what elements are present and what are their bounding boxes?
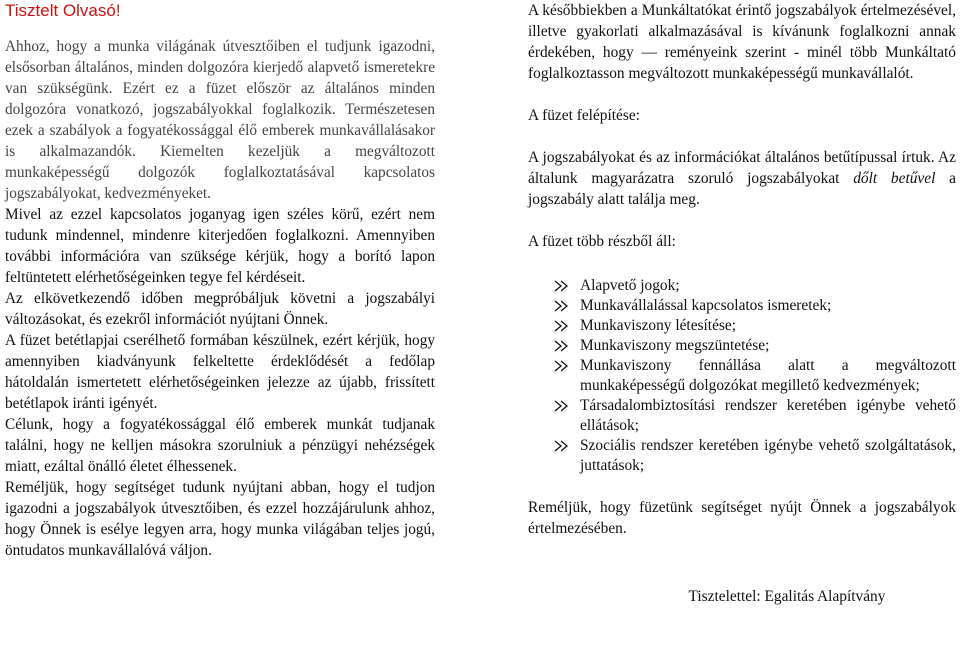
- list-item: [528, 276, 956, 296]
- left-column: [5, 0, 435, 561]
- paragraph-updates: Az elkövetkezendő időben megpróbáljuk követni a jogszabályi változásokat, és ezekről információt nyújtani Önnek.: [5, 290, 435, 328]
- structure-text-italic: dőlt betűvel: [853, 170, 936, 187]
- greeting: Tisztelt Olvasó!: [5, 1, 121, 20]
- list-item: [528, 316, 956, 336]
- chevron-arrow-icon: [554, 300, 568, 312]
- list-item: [528, 336, 956, 356]
- list-item: [528, 296, 956, 316]
- right-column: [528, 0, 956, 607]
- list-item: [528, 356, 956, 396]
- structure-text: [528, 147, 956, 210]
- paragraph-employers: A későbbiekben a Munkáltatókat érintő jogszabályok értelmezésével, illetve gyakorlati alkalmazásával is kívánunk foglalkozni annak érdekében, hogy — reményeink szerint - minél több Munkáltató foglalkoztasson megváltozott munkaképességű munkavállalót.: [528, 2, 956, 82]
- chevron-arrow-icon: [554, 340, 568, 352]
- list-item: [528, 436, 956, 476]
- paragraph-intro: Ahhoz, hogy a munka világának útvesztőiben el tudjunk igazodni, elsősorban általános, minden dolgozóra kierjedő alapvető ismeretekre van szükségünk. Ezért ez a füzet először az általános minden dolgozóra vonatkozó, jogszabályokkal foglalkozik. Természetesen ezek a szabályok a fogyatékossággal élő emberek munkavállalásakor is alkalmazandók. Kiemelten kezeljük a megváltozott munkaképességű dolgozók foglalkoztatásával kapcsolatos jogszabályokat, kedvezményeket.: [5, 38, 435, 202]
- list-item-text: Munkaviszony létesítése;: [580, 317, 737, 334]
- list-item-text: Munkavállalással kapcsolatos ismeretek;: [580, 297, 832, 314]
- list-item-text: Munkaviszony fennállása alatt a megváltozott munkaképességű dolgozókat megillető kedvezmények;: [580, 357, 956, 394]
- chevron-arrow-icon: [554, 440, 568, 452]
- closing-paragraph: Reméljük, hogy füzetünk segítséget nyújt Önnek a jogszabályok értelmezésében.: [528, 499, 956, 537]
- list-item-text: Társadalombiztosítási rendszer keretében igénybe vehető ellátások;: [580, 397, 956, 434]
- structure-text-part2: a jogszabály alatt találja meg.: [528, 170, 956, 208]
- chevron-arrow-icon: [554, 360, 568, 372]
- signature: Tisztelettel: Egalitás Alapítvány: [688, 588, 886, 605]
- chevron-arrow-icon: [554, 280, 568, 292]
- chevron-arrow-icon: [554, 320, 568, 332]
- list-item-text: Szociális rendszer keretében igénybe vehető szolgáltatások, juttatások;: [580, 437, 956, 474]
- list-item-text: Munkaviszony megszüntetése;: [580, 337, 770, 354]
- paragraph-inserts: A füzet betétlapjai cserélhető formában készülnek, ezért kérjük, hogy amennyiben kiadványunk felkeltette érdeklődését a fedőlap hátoldalán ismertetett elérhetőségeinken jelezze az újabb, frissített betétlapok iránti igényét.: [5, 332, 435, 412]
- paragraph-goal: Célunk, hogy a fogyatékossággal élő emberek munkát tudjanak találni, hogy ne kelljen másokra szorulniuk a pénzügyi nehézségek miatt, ezáltal önálló életet élhessenek.: [5, 416, 435, 475]
- list-item: [528, 396, 956, 436]
- paragraph-scope: Mivel az ezzel kapcsolatos joganyag igen széles körű, ezért nem tudunk mindennel, mindenre kiterjedően foglalkozni. Amennyiben további információra van szüksége kérjük, hogy a borító lapon feltüntetett elérhetőségeinken tegye fel kérdéseit.: [5, 206, 435, 286]
- structure-heading: A füzet felépítése:: [528, 107, 640, 124]
- chevron-arrow-icon: [554, 400, 568, 412]
- list-item-text: Alapvető jogok;: [580, 277, 680, 294]
- parts-heading: A füzet több részből áll:: [528, 233, 676, 250]
- structure-text-part1: A jogszabályokat és az információkat általános betűtípussal írtuk. Az általunk magyarázatra szoruló jogszabályokat: [528, 149, 956, 187]
- parts-list: [528, 276, 956, 476]
- paragraph-hope: Reméljük, hogy segítséget tudunk nyújtani abban, hogy el tudjon igazodni a jogszabályok útvesztőiben, és ezzel hozzájárulunk ahhoz, hogy Önnek is esélye legyen arra, hogy munka világában teljes jogú, öntudatos munkavállalóvá váljon.: [5, 479, 435, 559]
